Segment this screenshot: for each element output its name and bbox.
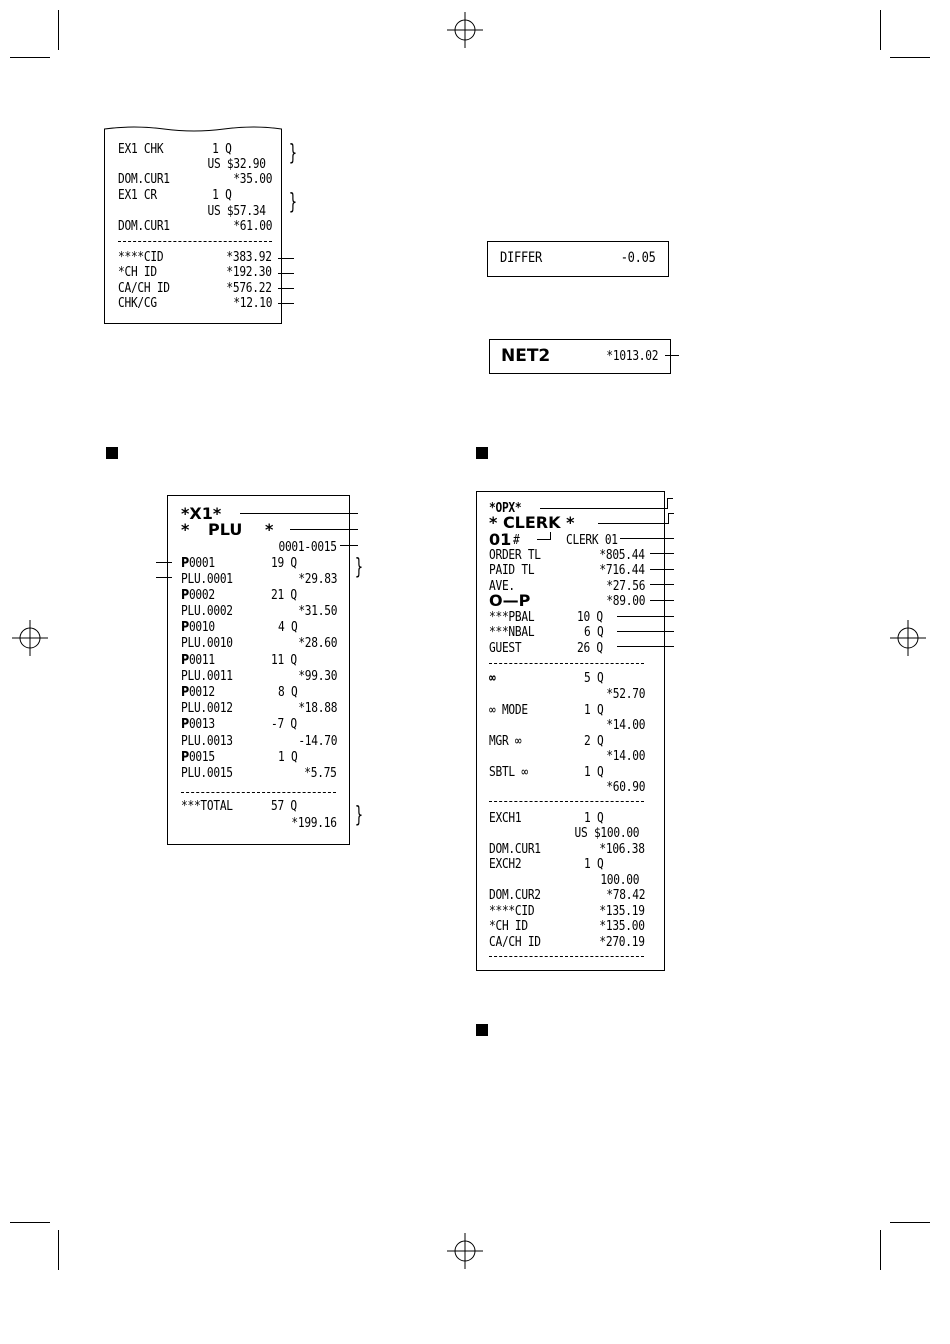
clerk-line-label: ORDER TL: [489, 548, 541, 563]
receipt-divider: [181, 792, 336, 793]
plu-amount: *31.50: [298, 604, 337, 619]
void-label: ∞: [489, 671, 496, 686]
leader-line: [617, 631, 674, 632]
void-qty: 5 Q: [584, 671, 604, 686]
exch-label: DOM.CUR1: [489, 842, 541, 857]
receipt-line-label: CA/CH ID: [118, 281, 170, 296]
receipt-line-value: *12.10: [233, 296, 272, 311]
op-value: *89.00: [606, 594, 645, 609]
plu-qty: 1 Q: [278, 750, 298, 765]
leader-line: [278, 303, 294, 304]
receipt-exchange-summary: [104, 126, 282, 324]
exch-label: *CH ID: [489, 919, 528, 934]
exch-value: 100.00: [600, 873, 639, 888]
receipt-plu-report: [167, 495, 350, 845]
section-bullet-icon: [476, 447, 488, 459]
crop-mark-top-left-horizontal: [10, 57, 50, 58]
receipt-line-label: ****CID: [118, 250, 164, 265]
brace-indicator: }: [354, 555, 364, 580]
registration-mark-top-icon: [447, 12, 483, 48]
exch-label: CA/CH ID: [489, 935, 541, 950]
leader-line: [667, 498, 673, 499]
exch-label: ****CID: [489, 904, 535, 919]
receipt-line-value: US $32.90: [207, 157, 266, 172]
clerk-line-value: *716.44: [599, 563, 645, 578]
plu-qty: 8 Q: [278, 685, 298, 700]
clerk-line-value: *805.44: [599, 548, 645, 563]
receipt-line-label: CHK/CG: [118, 296, 157, 311]
leader-line: [668, 513, 674, 514]
void-amount: *14.00: [606, 718, 645, 733]
plu-name: PLU.0015: [181, 766, 233, 781]
clerk-line-value: 6 Q: [584, 625, 604, 640]
leader-line: [617, 646, 674, 647]
plu-range: 0001-0015: [278, 540, 337, 555]
exch-value: *135.19: [599, 904, 645, 919]
plu-qty: 11 Q: [271, 653, 297, 668]
plu-amount: *5.75: [304, 766, 337, 781]
registration-mark-bottom-icon: [447, 1233, 483, 1269]
plu-amount: -14.70: [298, 734, 337, 749]
leader-line: [650, 569, 674, 570]
plu-code: P0015: [181, 750, 215, 765]
void-amount: *14.00: [606, 749, 645, 764]
leader-line: [550, 532, 551, 540]
plu-amount: *29.83: [298, 572, 337, 587]
section-bullet-icon: [476, 1024, 488, 1036]
plu-code: P0011: [181, 653, 215, 668]
exch-value: *106.38: [599, 842, 645, 857]
leader-line: [650, 584, 674, 585]
brace-indicator: }: [288, 190, 298, 215]
plu-qty: 19 Q: [271, 556, 297, 571]
differ-value: -0.05: [621, 250, 656, 266]
void-label: SBTL ∞: [489, 765, 528, 780]
clerk-line-label: AVE.: [489, 579, 515, 594]
receipt-divider: [118, 241, 272, 242]
exch-value: 1 Q: [584, 857, 604, 872]
crop-mark-bottom-right-horizontal: [890, 1222, 930, 1223]
leader-line: [620, 538, 674, 539]
receipt-line-value: *383.92: [226, 250, 272, 265]
leader-line: [668, 513, 669, 524]
receipt-line-value: *192.30: [226, 265, 272, 280]
receipt-line-value: *61.00: [233, 219, 272, 234]
plu-name: PLU.0013: [181, 734, 233, 749]
crop-mark-top-right-horizontal: [890, 57, 930, 58]
plu-amount: *28.60: [298, 636, 337, 651]
leader-line: [537, 539, 551, 540]
report-header-plu: PLU: [208, 520, 243, 539]
receipt-line-label: EX1 CR: [118, 188, 157, 203]
differ-box: [487, 241, 669, 277]
leader-line: [617, 616, 674, 617]
clerk-line-value: 26 Q: [577, 641, 603, 656]
void-qty: 2 Q: [584, 734, 604, 749]
total-amount: *199.16: [291, 816, 337, 831]
net2-label: NET2: [501, 346, 551, 366]
void-label: MGR ∞: [489, 734, 522, 749]
leader-line: [290, 529, 358, 530]
crop-mark-bottom-left-vertical: [58, 1230, 59, 1270]
plu-name: PLU.0010: [181, 636, 233, 651]
plu-name: PLU.0011: [181, 669, 233, 684]
receipt-line-label: EX1 CHK: [118, 142, 164, 157]
plu-name: PLU.0012: [181, 701, 233, 716]
receipt-line-label: DOM.CUR1: [118, 219, 170, 234]
receipt-line-value: *35.00: [233, 172, 272, 187]
crop-mark-bottom-right-vertical: [880, 1230, 881, 1270]
section-bullet-icon: [106, 447, 118, 459]
exch-value: *78.42: [606, 888, 645, 903]
exch-value: 1 Q: [584, 811, 604, 826]
plu-name: PLU.0001: [181, 572, 233, 587]
leader-line: [278, 288, 294, 289]
void-qty: 1 Q: [584, 765, 604, 780]
plu-name: PLU.0002: [181, 604, 233, 619]
leader-line: [540, 508, 667, 509]
net2-box: [489, 339, 671, 374]
exch-label: EXCH2: [489, 857, 522, 872]
plu-code: P0002: [181, 588, 215, 603]
registration-mark-right-icon: [890, 620, 926, 656]
receipt-line-label: *CH ID: [118, 265, 157, 280]
clerk-code: 01: [489, 530, 512, 549]
receipt-divider: [489, 956, 644, 957]
clerk-line-label: ***PBAL: [489, 610, 535, 625]
plu-amount: *18.88: [298, 701, 337, 716]
report-header-x1: *X1*: [181, 504, 222, 523]
total-qty: 57 Q: [271, 799, 297, 814]
leader-line: [278, 273, 294, 274]
receipt-line-label: DOM.CUR1: [118, 172, 170, 187]
receipt-divider: [489, 663, 644, 664]
void-amount: *60.90: [606, 780, 645, 795]
plu-code: P0010: [181, 620, 215, 635]
plu-code: P0012: [181, 685, 215, 700]
leader-line: [650, 600, 674, 601]
leader-line: [156, 562, 172, 563]
exch-value: US $100.00: [574, 826, 639, 841]
receipt-line-value: *576.22: [226, 281, 272, 296]
leader-line: [278, 258, 294, 259]
leader-line: [598, 523, 668, 524]
clerk-line-label: GUEST: [489, 641, 522, 656]
report-header-star-left: *: [181, 520, 190, 539]
leader-line: [340, 545, 358, 546]
clerk-name: CLERK 01: [566, 533, 618, 548]
clerk-line-value: 10 Q: [577, 610, 603, 625]
exch-value: *270.19: [599, 935, 645, 950]
receipt-line-value: 1 Q: [212, 188, 232, 203]
plu-qty: 21 Q: [271, 588, 297, 603]
leader-line: [156, 577, 172, 578]
void-label: ∞ MODE: [489, 703, 528, 718]
registration-mark-left-icon: [12, 620, 48, 656]
receipt-line-value: US $57.34: [207, 204, 266, 219]
leader-line: [240, 513, 358, 514]
receipt-line-value: 1 Q: [212, 142, 232, 157]
clerk-line-label: PAID TL: [489, 563, 535, 578]
total-label: ***TOTAL: [181, 799, 233, 814]
clerk-hash: #: [513, 533, 520, 548]
brace-indicator: }: [288, 141, 298, 166]
crop-mark-top-left-vertical: [58, 10, 59, 50]
exch-label: DOM.CUR2: [489, 888, 541, 903]
plu-qty: 4 Q: [278, 620, 298, 635]
leader-line: [667, 498, 668, 509]
report-header-star-right: *: [265, 520, 274, 539]
clerk-line-value: *27.56: [606, 579, 645, 594]
leader-line: [665, 355, 679, 356]
crop-mark-top-right-vertical: [880, 10, 881, 50]
receipt-divider: [489, 801, 644, 802]
op-label: O—P: [489, 591, 531, 610]
brace-indicator: }: [354, 803, 364, 828]
exch-value: *135.00: [599, 919, 645, 934]
differ-label: DIFFER: [500, 250, 542, 266]
report-header-clerk: * CLERK *: [489, 513, 575, 532]
plu-amount: *99.30: [298, 669, 337, 684]
plu-code: P0001: [181, 556, 215, 571]
plu-code: P0013: [181, 717, 215, 732]
void-amount: *52.70: [606, 687, 645, 702]
plu-qty: -7 Q: [271, 717, 297, 732]
net2-value: *1013.02: [606, 349, 658, 364]
exch-label: EXCH1: [489, 811, 522, 826]
report-header-opx: *OPX*: [489, 501, 522, 516]
clerk-line-label: ***NBAL: [489, 625, 535, 640]
crop-mark-bottom-left-horizontal: [10, 1222, 50, 1223]
void-qty: 1 Q: [584, 703, 604, 718]
leader-line: [650, 553, 674, 554]
receipt-clerk-report: [476, 491, 665, 971]
